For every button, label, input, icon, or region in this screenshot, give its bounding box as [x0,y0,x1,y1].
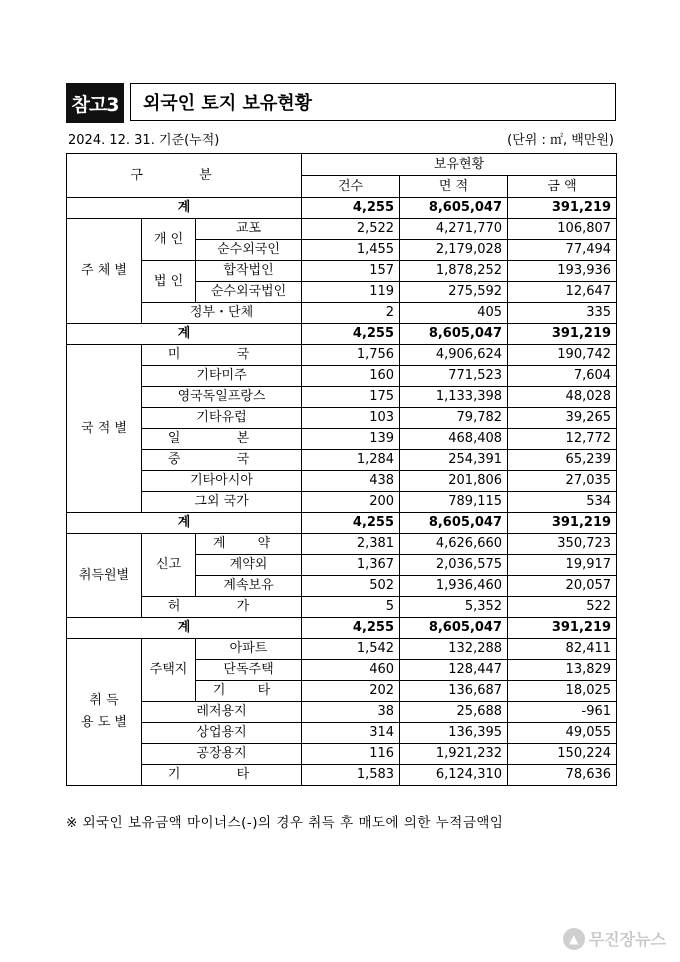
news-logo-icon: ▲ [563,928,585,950]
title-area [66,83,616,123]
unit-note: (단위 : ㎡, 백만원) [507,133,614,148]
table-row: 정부・단체 2 405 335 [67,303,617,324]
header-holdings: 보유현황 [302,154,617,176]
table-row: 그외 국가 200 789,115 534 [67,492,617,513]
table-row: 중 국 1,284 254,391 65,239 [67,450,617,471]
table-row: 기 타 202 136,687 18,025 [67,681,617,702]
group-usage: 취 득 용 도 별 [67,639,142,786]
table-row: 영국독일프랑스 175 1,133,398 48,028 [67,387,617,408]
group-subject: 주 체 별 [67,219,142,324]
grand-total-row: 계 4,255 8,605,047 391,219 [67,198,617,219]
footnote: ※ 외국인 보유금액 마이너스(-)의 경우 취득 후 매도에 의한 누적금액임 [66,815,504,831]
table-row: 국 적 별 미 국 1,756 4,906,624 190,742 [67,345,617,366]
group-acquisition: 취득원별 [67,534,142,618]
subgroup-report: 신고 [142,534,196,597]
page-title: 외국인 토지 보유현황 [130,83,616,121]
table-row: 계속보유 502 1,936,460 20,057 [67,576,617,597]
group-nationality: 국 적 별 [67,345,142,513]
table-row: 계약외 1,367 2,036,575 19,917 [67,555,617,576]
table-row: 기타아시아 438 201,806 27,035 [67,471,617,492]
table-row: 허 가 5 5,352 522 [67,597,617,618]
reference-date: 2024. 12. 31. 기준(누적) [68,133,220,148]
section-badge: 참고3 [66,83,124,123]
table-row: 순수외국법인 119 275,592 12,647 [67,282,617,303]
table-row: 순수외국인 1,455 2,179,028 77,494 [67,240,617,261]
table-row: 레저용지 38 25,688 -961 [67,702,617,723]
header-category: 구 분 [67,154,302,198]
nationality-total-row: 계 4,255 8,605,047 391,219 [67,513,617,534]
header-area: 면 적 [400,176,508,198]
header-row-1 [67,154,617,176]
table-row: 상업용지 314 136,395 49,055 [67,723,617,744]
table-row: 단독주택 460 128,447 13,829 [67,660,617,681]
table-row: 취득원별 신고 계 약 2,381 4,626,660 350,723 [67,534,617,555]
watermark [563,927,666,950]
table-row: 기타미주 160 771,523 7,604 [67,366,617,387]
table-row: 법 인 합작법인 157 1,878,252 193,936 [67,261,617,282]
table-row: 공장용지 116 1,921,232 150,224 [67,744,617,765]
table-row: 기 타 1,583 6,124,310 78,636 [67,765,617,786]
subgroup-residential: 주택지 [142,639,196,702]
header-count: 건수 [302,176,400,198]
header-amount: 금 액 [508,176,617,198]
subject-total-row: 계 4,255 8,605,047 391,219 [67,324,617,345]
table-row: 주 체 별 개 인 교포 2,522 4,271,770 106,807 [67,219,617,240]
acquisition-total-row: 계 4,255 8,605,047 391,219 [67,618,617,639]
table-row: 기타유럽 103 79,782 39,265 [67,408,617,429]
table-row: 취 득 용 도 별 주택지 아파트 1,542 132,288 82,411 [67,639,617,660]
table-row: 일 본 139 468,408 12,772 [67,429,617,450]
watermark-text: 무진장뉴스 [588,930,666,949]
land-holdings-table [66,153,617,786]
subgroup-corporate: 법 인 [142,261,196,303]
subgroup-individual: 개 인 [142,219,196,261]
